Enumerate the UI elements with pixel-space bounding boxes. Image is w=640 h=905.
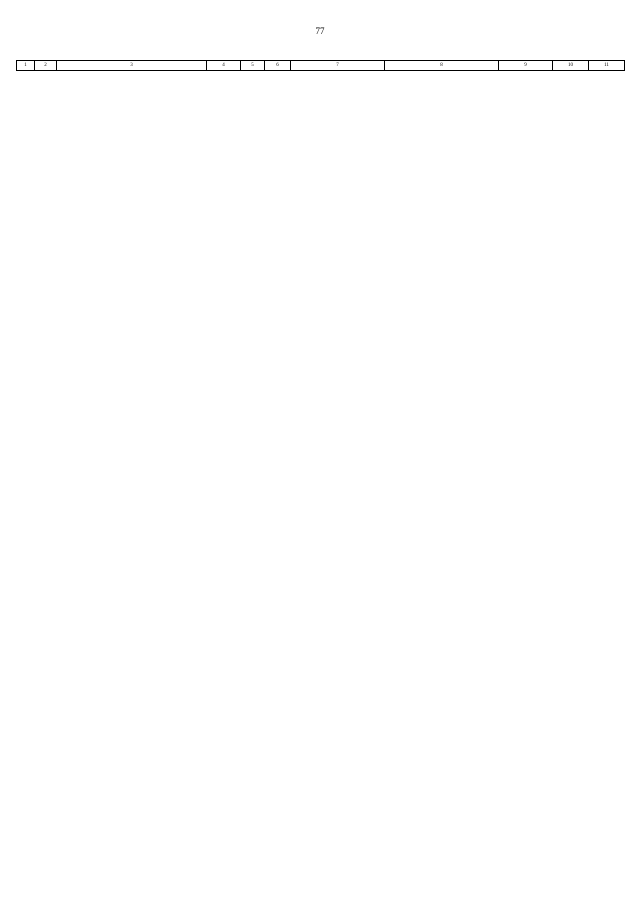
column-number: 7 <box>291 61 385 71</box>
column-number: 1 <box>17 61 35 71</box>
column-number: 4 <box>207 61 241 71</box>
column-number: 3 <box>57 61 207 71</box>
column-number: 8 <box>385 61 499 71</box>
column-number: 2 <box>35 61 57 71</box>
column-number: 9 <box>499 61 553 71</box>
column-number: 6 <box>265 61 291 71</box>
page-number: 77 <box>315 26 325 36</box>
register-table <box>16 60 625 71</box>
column-number: 11 <box>589 61 625 71</box>
column-number: 5 <box>241 61 265 71</box>
column-number-row <box>17 61 625 71</box>
column-number: 10 <box>553 61 589 71</box>
